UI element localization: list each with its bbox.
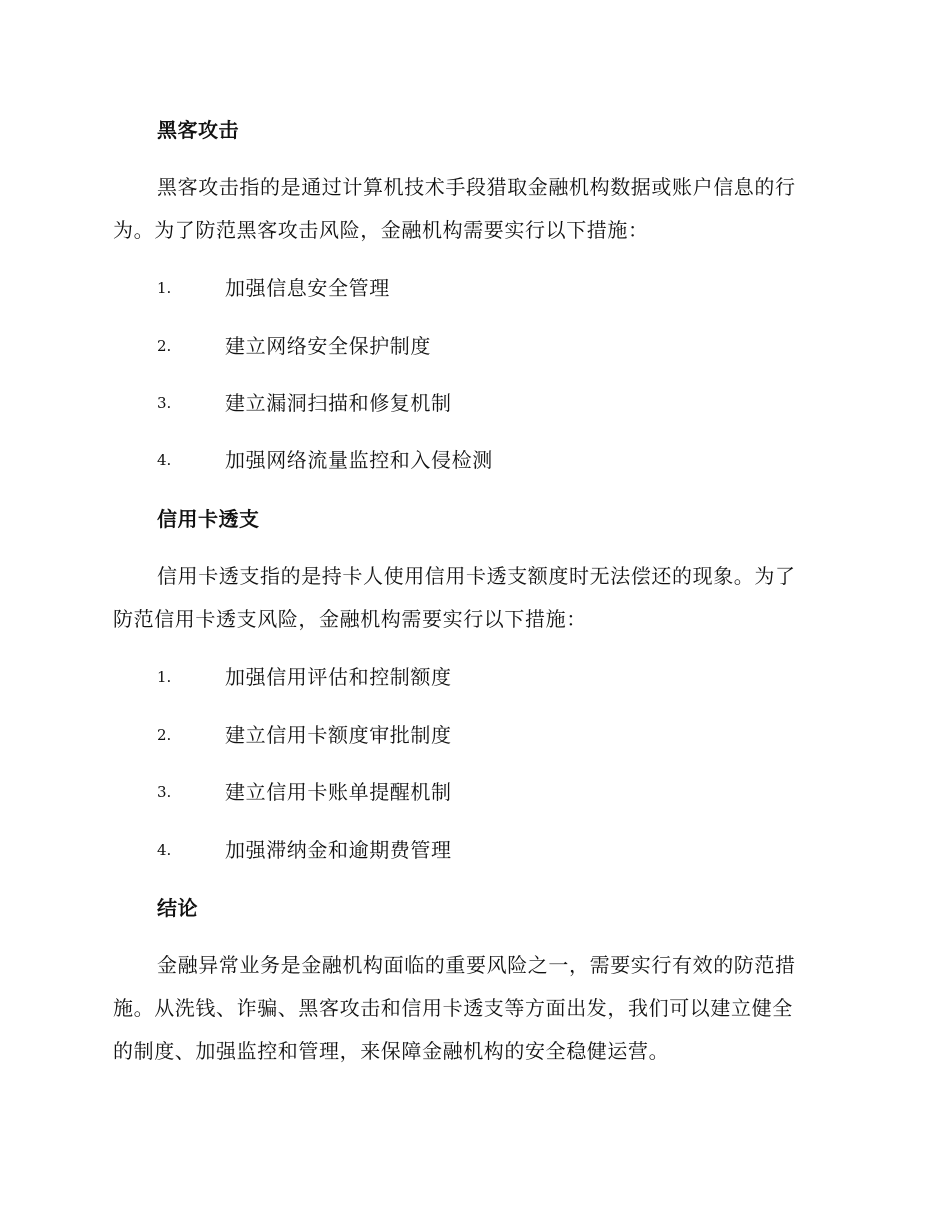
section-heading-hacker-attack: 黑客攻击 [157, 118, 239, 142]
list-text: 加强网络流量监控和入侵检测 [225, 448, 493, 472]
paragraph-line: 黑客攻击指的是通过计算机技术手段猎取金融机构数据或账户信息的行 [157, 175, 796, 199]
paragraph-line: 为。为了防范黑客攻击风险，金融机构需要实行以下措施： [113, 218, 649, 242]
paragraph-credit-card-overdraft [113, 555, 843, 641]
paragraph-hacker-attack [113, 166, 843, 252]
paragraph-line: 金融异常业务是金融机构面临的重要风险之一，需要实行有效的防范措 [157, 953, 796, 977]
list-number: 3. [157, 394, 172, 412]
paragraph-line: 信用卡透支指的是持卡人使用信用卡透支额度时无法偿还的现象。为了 [157, 564, 796, 588]
list-text: 加强信息安全管理 [225, 276, 390, 300]
list-text: 建立网络安全保护制度 [225, 334, 431, 358]
paragraph-line: 的制度、加强监控和管理，来保障金融机构的安全稳健运营。 [113, 1039, 670, 1063]
list-number: 2. [157, 337, 172, 355]
list-text: 建立信用卡额度审批制度 [225, 723, 452, 747]
list-number: 4. [157, 841, 172, 859]
paragraph-line: 防范信用卡透支风险，金融机构需要实行以下措施： [113, 607, 587, 631]
list-number: 2. [157, 726, 172, 744]
list-text: 建立信用卡账单提醒机制 [225, 780, 452, 804]
paragraph-conclusion [113, 944, 843, 1073]
list-number: 1. [157, 279, 172, 297]
list-number: 3. [157, 783, 172, 801]
section-heading-credit-card-overdraft: 信用卡透支 [157, 507, 260, 531]
paragraph-line: 施。从洗钱、诈骗、黑客攻击和信用卡透支等方面出发，我们可以建立健全 [113, 996, 793, 1020]
list-text: 建立漏洞扫描和修复机制 [225, 391, 452, 415]
list-number: 1. [157, 668, 172, 686]
list-text: 加强滞纳金和逾期费管理 [225, 838, 452, 862]
section-heading-conclusion: 结论 [157, 896, 198, 920]
list-number: 4. [157, 451, 172, 469]
list-text: 加强信用评估和控制额度 [225, 665, 452, 689]
